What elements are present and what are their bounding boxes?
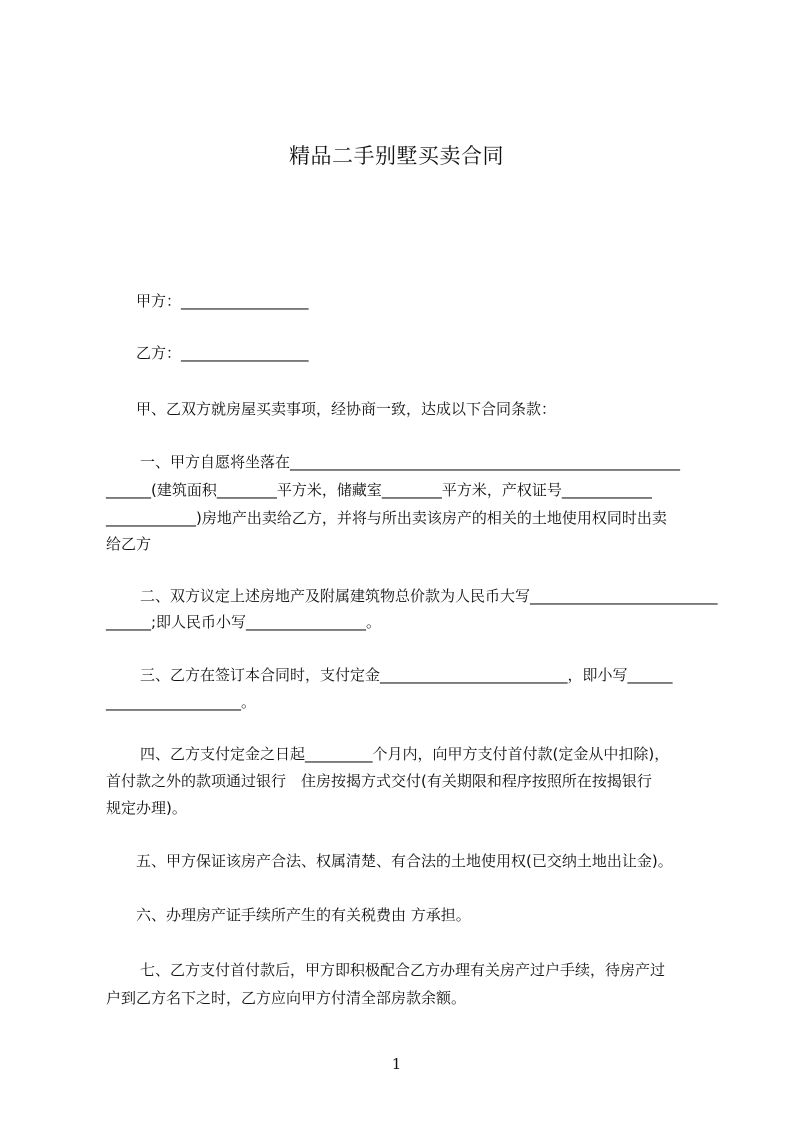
clause-7-line-2: 户到乙方名下之时，乙方应向甲方付清全部房款余额。 [106, 989, 467, 1007]
clause-7-line-1: 七、乙方支付首付款后，甲方即积极配合乙方办理有关房产过户手续，待房产过 [140, 961, 666, 979]
clause-2-line-2: ______;即人民币小写________________。 [106, 613, 382, 631]
party-a-line: 甲方：_________________ [136, 292, 309, 310]
clause-1-line-1: 一、甲方自愿将坐落在____________________________________________________ [140, 453, 681, 471]
clause-3-line-1: 三、乙方在签订本合同时，支付定金_________________________，即小写______ [140, 666, 673, 684]
clause-1-line-2: ______(建筑面积________平方米，储藏室________平方米，产权证号____________ [106, 481, 652, 499]
page-title: 精品二手别墅买卖合同 [289, 144, 504, 168]
clause-4-line-3: 规定办理)。 [106, 799, 187, 817]
page-number: 1 [391, 1055, 402, 1073]
clause-4-line-1: 四、乙方支付定金之日起_________个月内，向甲方支付首付款(定金从中扣除)， [140, 745, 670, 763]
clause-2-line-1: 二、双方议定上述房地产及附属建筑物总价款为人民币大写_________________________ [140, 587, 718, 605]
intro-line: 甲、乙双方就房屋买卖事项，经协商一致，达成以下合同条款： [136, 400, 557, 418]
clause-6-line-1: 六、办理房产证手续所产生的有关税费由 方承担。 [136, 906, 471, 924]
clause-1-line-3: ____________)房地产出卖给乙方，并将与所出卖该房产的相关的土地使用权同时出卖 [106, 509, 667, 527]
party-b-line: 乙方：_________________ [136, 344, 309, 362]
clause-3-line-2: __________________。 [106, 693, 257, 711]
clause-4-line-2: 首付款之外的款项通过银行 住房按揭方式交付(有关期限和程序按照所在按揭银行 [106, 772, 652, 790]
clause-1-line-4: 给乙方 [106, 535, 152, 553]
clause-5-line-1: 五、甲方保证该房产合法、权属清楚、有合法的土地使用权(已交纳土地出让金)。 [136, 852, 673, 870]
